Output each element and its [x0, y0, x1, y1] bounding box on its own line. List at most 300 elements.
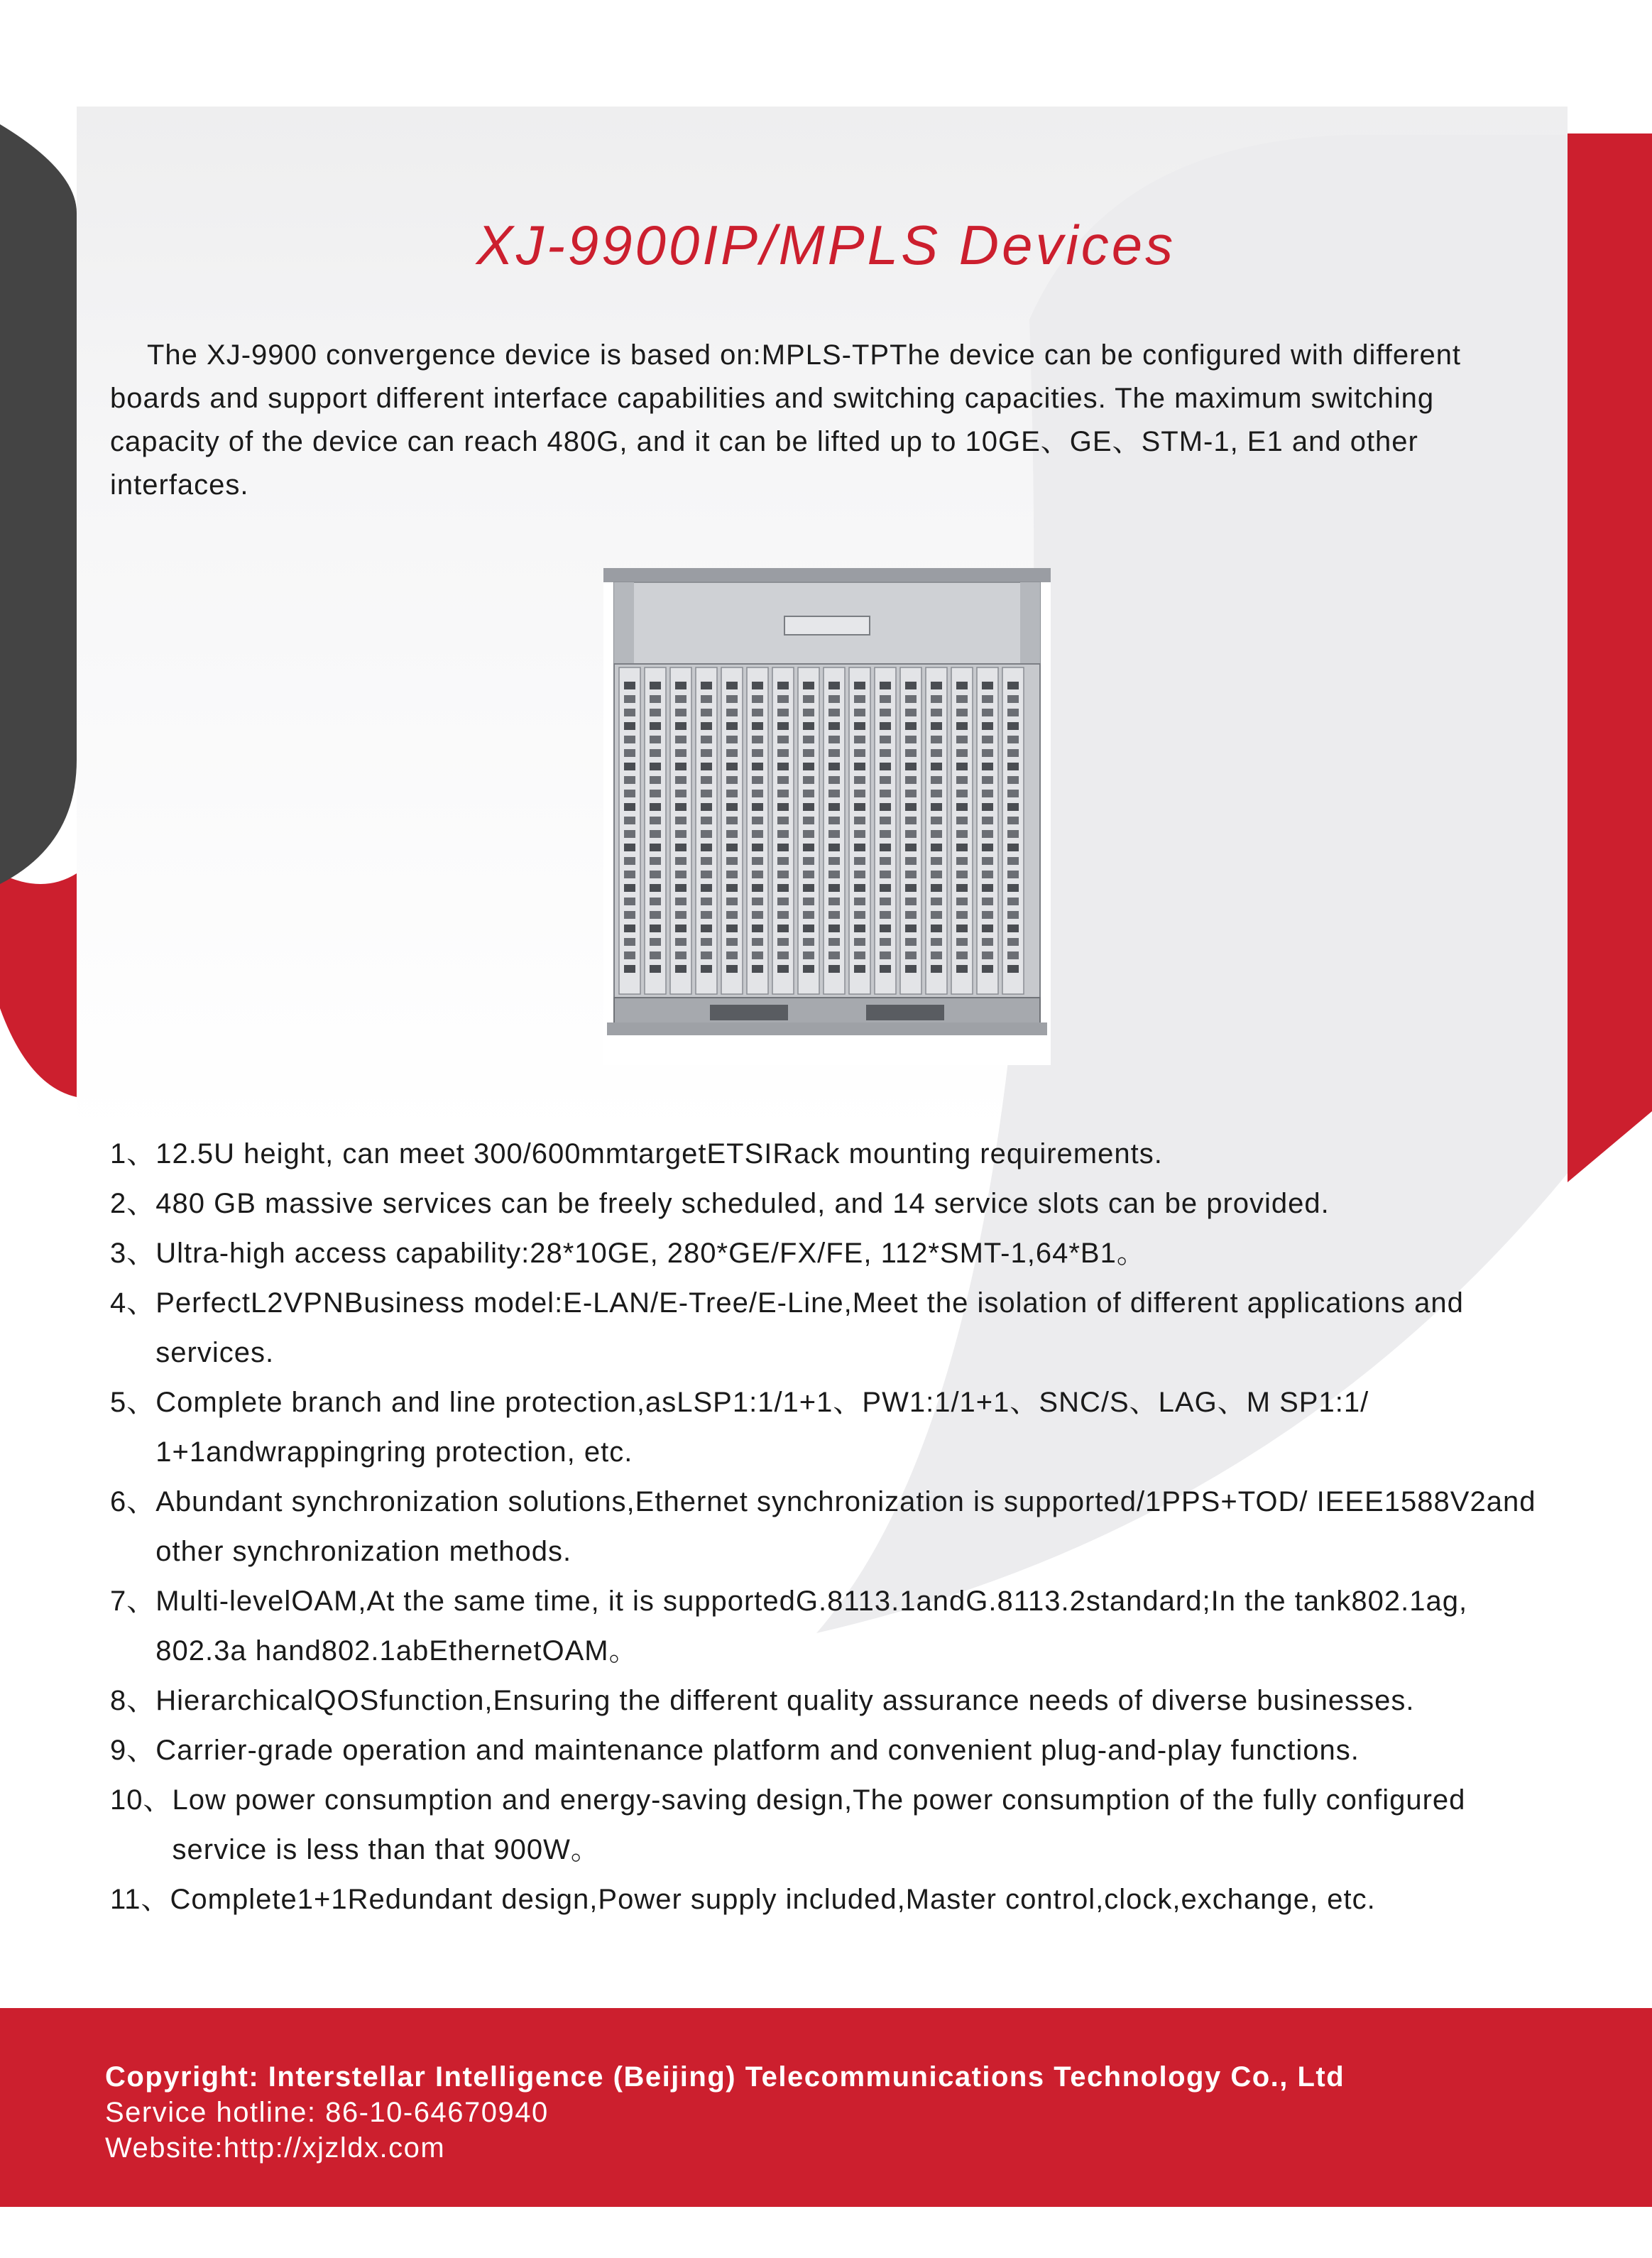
board-port	[726, 790, 738, 797]
board-port	[777, 803, 789, 811]
board-port	[931, 844, 942, 851]
board-port	[624, 951, 635, 959]
board-port	[777, 722, 789, 730]
board-port	[880, 682, 891, 689]
board-port	[803, 709, 814, 716]
board-port	[828, 803, 840, 811]
board-port	[726, 911, 738, 919]
board-port	[726, 925, 738, 932]
left-red-shape	[0, 873, 77, 1097]
board-port	[650, 817, 661, 824]
board-port	[905, 911, 917, 919]
board-port	[803, 857, 814, 865]
board-port	[982, 898, 993, 905]
board-port	[752, 925, 763, 932]
board-port	[931, 776, 942, 784]
feature-text: Multi-levelOAM,At the same time, it is supportedG.8113.1andG.8113.2standard;In the tank802.1ag, 802.3a hand802.1abEthernetOAM。	[155, 1586, 1468, 1667]
board-port	[828, 830, 840, 838]
board-port	[624, 817, 635, 824]
board-port	[726, 736, 738, 743]
board-port	[956, 898, 968, 905]
feature-number: 9、	[110, 1735, 156, 1766]
board-port	[777, 884, 789, 892]
board-port	[650, 803, 661, 811]
board-port	[650, 790, 661, 797]
board-port	[931, 911, 942, 919]
board-port	[956, 938, 968, 946]
board-port	[752, 790, 763, 797]
board-port	[828, 817, 840, 824]
board-port	[675, 871, 686, 878]
board-port	[675, 803, 686, 811]
board-port	[624, 925, 635, 932]
board-port	[726, 776, 738, 784]
board-port	[701, 965, 712, 973]
board-port	[880, 844, 891, 851]
board-port	[701, 803, 712, 811]
board-port	[752, 965, 763, 973]
board-port	[726, 749, 738, 757]
board-port	[905, 830, 917, 838]
board-port	[828, 763, 840, 770]
feature-item-8	[110, 1676, 1558, 1725]
board-port	[650, 736, 661, 743]
board-port	[752, 871, 763, 878]
board-port	[803, 803, 814, 811]
board-port	[777, 817, 789, 824]
board-port	[726, 857, 738, 865]
board-port	[880, 925, 891, 932]
board-port	[777, 790, 789, 797]
board-port	[956, 763, 968, 770]
feature-number: 5、	[110, 1387, 156, 1418]
board-port	[1007, 682, 1019, 689]
board-port	[880, 871, 891, 878]
board-port	[854, 817, 865, 824]
device-chassis-image	[603, 568, 1051, 1065]
board-port	[803, 925, 814, 932]
board-port	[854, 722, 865, 730]
board-port	[1007, 938, 1019, 946]
board-port	[675, 749, 686, 757]
board-port	[982, 951, 993, 959]
board-port	[982, 749, 993, 757]
board-port	[675, 830, 686, 838]
feature-text: 12.5U height, can meet 300/600mmtargetETSIRack mounting requirements.	[155, 1138, 1163, 1169]
board-port	[880, 736, 891, 743]
board-port	[880, 830, 891, 838]
board-port	[854, 951, 865, 959]
board-port	[624, 871, 635, 878]
board-port	[1007, 871, 1019, 878]
board-port	[982, 817, 993, 824]
board-port	[880, 884, 891, 892]
board-port	[905, 951, 917, 959]
board-port	[650, 951, 661, 959]
board-port	[624, 844, 635, 851]
board-port	[956, 951, 968, 959]
board-port	[675, 911, 686, 919]
board-port	[828, 736, 840, 743]
board-port	[1007, 898, 1019, 905]
board-port	[854, 925, 865, 932]
board-port	[650, 709, 661, 716]
board-port	[624, 790, 635, 797]
board-port	[803, 898, 814, 905]
board-port	[624, 965, 635, 973]
board-port	[828, 911, 840, 919]
footer-hotline: Service hotline: 86-10-64670940	[105, 2097, 549, 2128]
board-port	[701, 776, 712, 784]
board-port	[905, 938, 917, 946]
board-port	[880, 951, 891, 959]
board-port	[982, 925, 993, 932]
board-port	[854, 857, 865, 865]
board-port	[931, 830, 942, 838]
board-port	[956, 790, 968, 797]
feature-item-1	[110, 1129, 1558, 1179]
board-port	[777, 749, 789, 757]
board-port	[803, 884, 814, 892]
board-port	[726, 871, 738, 878]
board-port	[752, 898, 763, 905]
board-port	[650, 844, 661, 851]
board-port	[1007, 925, 1019, 932]
board-port	[777, 709, 789, 716]
board-port	[726, 817, 738, 824]
board-port	[880, 749, 891, 757]
board-port	[726, 695, 738, 703]
board-port	[956, 722, 968, 730]
board-port	[956, 857, 968, 865]
board-port	[931, 790, 942, 797]
board-port	[701, 817, 712, 824]
board-port	[1007, 763, 1019, 770]
board-port	[624, 776, 635, 784]
board-port	[650, 884, 661, 892]
board-port	[675, 884, 686, 892]
board-port	[905, 695, 917, 703]
board-port	[777, 925, 789, 932]
feature-item-7	[110, 1576, 1558, 1676]
board-port	[956, 844, 968, 851]
board-port	[624, 736, 635, 743]
board-port	[624, 884, 635, 892]
board-port	[624, 911, 635, 919]
board-port	[650, 898, 661, 905]
board-port	[905, 965, 917, 973]
board-port	[982, 857, 993, 865]
board-port	[803, 844, 814, 851]
board-port	[803, 722, 814, 730]
board-port	[905, 682, 917, 689]
board-port	[752, 722, 763, 730]
board-port	[675, 790, 686, 797]
board-port	[905, 749, 917, 757]
board-port	[931, 871, 942, 878]
board-port	[880, 722, 891, 730]
board-port	[803, 776, 814, 784]
board-port	[931, 925, 942, 932]
board-port	[828, 682, 840, 689]
board-port	[828, 898, 840, 905]
board-port	[982, 965, 993, 973]
board-port	[752, 911, 763, 919]
board-port	[650, 857, 661, 865]
board-port	[828, 709, 840, 716]
board-port	[650, 749, 661, 757]
right-red-shape	[1568, 133, 1652, 1182]
board-port	[931, 695, 942, 703]
board-port	[905, 736, 917, 743]
board-port	[675, 898, 686, 905]
board-port	[956, 749, 968, 757]
board-port	[905, 898, 917, 905]
board-port	[752, 776, 763, 784]
board-port	[777, 844, 789, 851]
board-port	[752, 844, 763, 851]
board-port	[1007, 709, 1019, 716]
board-port	[905, 803, 917, 811]
board-port	[777, 938, 789, 946]
board-port	[931, 884, 942, 892]
board-port	[931, 722, 942, 730]
board-port	[624, 898, 635, 905]
board-port	[650, 695, 661, 703]
board-port	[777, 951, 789, 959]
board-port	[624, 857, 635, 865]
feature-item-5	[110, 1378, 1558, 1477]
board-port	[777, 763, 789, 770]
board-port	[905, 857, 917, 865]
board-port	[803, 965, 814, 973]
feature-item-9	[110, 1725, 1558, 1775]
board-port	[828, 776, 840, 784]
board-port	[701, 884, 712, 892]
board-port	[931, 709, 942, 716]
feature-item-11	[110, 1875, 1558, 1924]
feature-item-2	[110, 1179, 1558, 1228]
board-port	[982, 911, 993, 919]
board-port	[701, 695, 712, 703]
board-port	[956, 871, 968, 878]
board-port	[777, 682, 789, 689]
board-port	[854, 776, 865, 784]
board-port	[701, 722, 712, 730]
board-port	[803, 790, 814, 797]
board-port	[931, 682, 942, 689]
board-port	[624, 763, 635, 770]
board-port	[905, 871, 917, 878]
board-port	[701, 763, 712, 770]
board-port	[982, 803, 993, 811]
board-port	[803, 911, 814, 919]
board-port	[1007, 749, 1019, 757]
feature-text: 480 GB massive services can be freely scheduled, and 14 service slots can be provided.	[155, 1188, 1330, 1219]
board-port	[1007, 776, 1019, 784]
board-port	[931, 938, 942, 946]
board-port	[726, 938, 738, 946]
board-port	[1007, 884, 1019, 892]
board-port	[880, 776, 891, 784]
board-port	[880, 803, 891, 811]
board-port	[752, 803, 763, 811]
board-port	[880, 817, 891, 824]
board-port	[777, 776, 789, 784]
board-port	[880, 938, 891, 946]
board-port	[624, 830, 635, 838]
board-port	[828, 790, 840, 797]
board-port	[803, 749, 814, 757]
feature-number: 1、	[110, 1138, 156, 1169]
board-port	[854, 938, 865, 946]
board-port	[854, 803, 865, 811]
board-port	[701, 925, 712, 932]
board-port	[1007, 911, 1019, 919]
board-port	[982, 736, 993, 743]
board-port	[752, 695, 763, 703]
board-port	[726, 965, 738, 973]
board-port	[650, 722, 661, 730]
board-port	[828, 695, 840, 703]
board-port	[828, 938, 840, 946]
board-port	[726, 844, 738, 851]
board-port	[701, 790, 712, 797]
feature-text: Ultra-high access capability:28*10GE, 280*GE/FX/FE, 112*SMT-1,64*B1。	[155, 1238, 1146, 1269]
board-port	[854, 871, 865, 878]
board-port	[726, 884, 738, 892]
board-port	[1007, 722, 1019, 730]
board-port	[905, 722, 917, 730]
board-port	[854, 911, 865, 919]
feature-text: PerfectL2VPNBusiness model:E-LAN/E-Tree/E-Line,Meet the isolation of different applications and services.	[155, 1287, 1464, 1368]
board-port	[675, 695, 686, 703]
board-port	[828, 951, 840, 959]
board-port	[624, 682, 635, 689]
board-port	[726, 763, 738, 770]
board-port	[675, 709, 686, 716]
board-port	[752, 749, 763, 757]
board-port	[828, 925, 840, 932]
board-port	[752, 830, 763, 838]
board-port	[905, 763, 917, 770]
board-port	[701, 898, 712, 905]
board-port	[1007, 857, 1019, 865]
board-port	[931, 898, 942, 905]
board-port	[956, 911, 968, 919]
board-port	[752, 817, 763, 824]
board-port	[982, 938, 993, 946]
feature-item-6	[110, 1477, 1558, 1576]
feature-number: 2、	[110, 1188, 156, 1219]
board-port	[1007, 830, 1019, 838]
feature-text: Complete branch and line protection,asLSP1:1/1+1、PW1:1/1+1、SNC/S、LAG、M SP1:1/ 1+1andwrappingring protection, etc.	[155, 1387, 1369, 1468]
feature-item-10	[110, 1775, 1558, 1875]
board-port	[675, 817, 686, 824]
board-port	[726, 951, 738, 959]
board-port	[675, 844, 686, 851]
board-port	[650, 965, 661, 973]
board-port	[701, 682, 712, 689]
board-port	[931, 763, 942, 770]
board-port	[650, 682, 661, 689]
board-port	[880, 965, 891, 973]
feature-number: 4、	[110, 1287, 156, 1319]
board-port	[956, 695, 968, 703]
feature-number: 3、	[110, 1238, 156, 1269]
board-port	[956, 830, 968, 838]
board-port	[880, 695, 891, 703]
board-port	[726, 830, 738, 838]
page-title: XJ-9900IP/MPLS Devices	[476, 214, 1176, 276]
board-port	[675, 722, 686, 730]
feature-text: Abundant synchronization solutions,Ethernet synchronization is supported/1PPS+TOD/ IEEE1588V2and other synchronization methods.	[155, 1486, 1536, 1567]
board-port	[956, 965, 968, 973]
board-port	[854, 898, 865, 905]
feature-text: Low power consumption and energy-saving design,The power consumption of the fully configured service is less than that 900W。	[172, 1784, 1466, 1865]
board-port	[854, 749, 865, 757]
board-port	[982, 871, 993, 878]
board-port	[777, 898, 789, 905]
board-port	[982, 830, 993, 838]
board-port	[752, 709, 763, 716]
board-port	[803, 951, 814, 959]
board-port	[982, 844, 993, 851]
board-port	[982, 709, 993, 716]
board-port	[982, 790, 993, 797]
board-port	[777, 911, 789, 919]
board-port	[701, 709, 712, 716]
board-port	[931, 749, 942, 757]
board-port	[880, 709, 891, 716]
board-port	[650, 776, 661, 784]
board-port	[752, 736, 763, 743]
board-port	[1007, 844, 1019, 851]
board-port	[854, 965, 865, 973]
board-port	[854, 709, 865, 716]
board-port	[982, 682, 993, 689]
board-port	[982, 722, 993, 730]
board-port	[777, 871, 789, 878]
board-port	[675, 857, 686, 865]
board-port	[854, 790, 865, 797]
feature-item-3	[110, 1228, 1558, 1278]
board-port	[1007, 736, 1019, 743]
intro-paragraph: The XJ-9900 convergence device is based on:MPLS-TPThe device can be configured with different boards and support different interface capabilities and switching capacities. The maximum switching capacity of the device can reach 480G, and it can be lifted up to 10GE、GE、STM-1, E1 and other interfaces.	[110, 339, 1462, 501]
board-port	[854, 763, 865, 770]
board-port	[905, 709, 917, 716]
footer-website[interactable]: Website:http://xjzldx.com	[105, 2132, 446, 2164]
board-port	[956, 709, 968, 716]
board-port	[701, 857, 712, 865]
board-port	[931, 817, 942, 824]
board-port	[701, 911, 712, 919]
board-port	[982, 763, 993, 770]
board-port	[828, 857, 840, 865]
board-port	[931, 965, 942, 973]
board-port	[726, 898, 738, 905]
feature-text: Complete1+1Redundant design,Power supply included,Master control,clock,exchange, etc.	[170, 1884, 1376, 1915]
board-port	[828, 871, 840, 878]
board-port	[777, 830, 789, 838]
board-port	[880, 790, 891, 797]
board-port	[650, 763, 661, 770]
board-port	[624, 938, 635, 946]
board-port	[1007, 790, 1019, 797]
board-port	[854, 830, 865, 838]
board-port	[624, 709, 635, 716]
board-port	[956, 682, 968, 689]
